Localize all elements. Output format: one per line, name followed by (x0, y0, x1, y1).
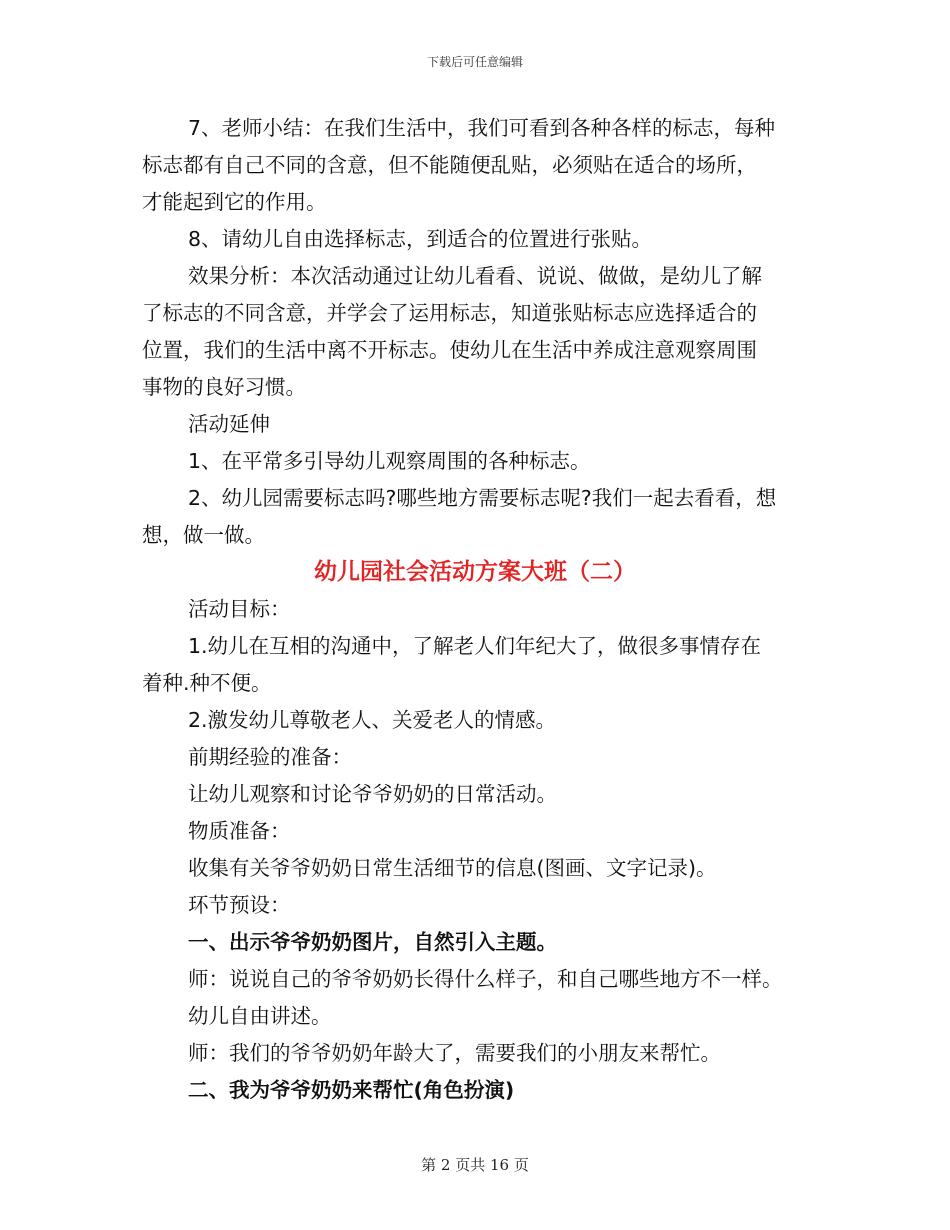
text-line: 位置，我们的生活中离不开标志。使幼儿在生活中养成注意观察周围 (142, 338, 757, 362)
heading-steps: 环节预设： (188, 893, 291, 917)
page-footer: 第 2 页共 16 页 (421, 1156, 529, 1174)
paragraph-goal-1-cont (142, 665, 808, 702)
heading-goals: 活动目标： (188, 597, 291, 621)
paragraph-kids: 幼儿自由讲述。 (188, 1004, 332, 1028)
paragraph-prep-experience: 让幼儿观察和讨论爷爷奶奶的日常活动。 (188, 782, 557, 806)
text-line: 2、幼儿园需要标志吗?哪些地方需要标志呢?我们一起去看看，想 (188, 486, 777, 510)
heading-prep-experience: 前期经验的准备： (188, 745, 352, 769)
text-line: 事物的良好习惯。 (142, 375, 306, 399)
paragraph-summary-cont (142, 147, 808, 221)
text-line: 着种.种不便。 (142, 671, 272, 695)
text-line: 想，做一做。 (142, 523, 265, 547)
paragraph-teacher-1: 师：说说自己的爷爷奶奶长得什么样子，和自己哪些地方不一样。 (188, 967, 783, 991)
paragraph-goal-2: 2.激发幼儿尊敬老人、关爱老人的情感。 (188, 708, 557, 732)
paragraph-extension-2-cont (142, 517, 808, 554)
paragraph-extension-2 (142, 480, 808, 517)
text-line: 7、老师小结：在我们生活中，我们可看到各种各样的标志，每种 (188, 116, 776, 140)
paragraph-effect-cont (142, 295, 808, 406)
paragraph-effect (142, 258, 808, 295)
text-line: 标志都有自己不同的含意，但不能随便乱贴，必须贴在适合的场所， (142, 153, 757, 177)
document-body (142, 110, 808, 1109)
heading-extension: 活动延伸 (188, 412, 270, 436)
page-header: 下载后可任意编辑 (426, 55, 523, 69)
paragraph-prep-materials: 收集有关爷爷奶奶日常生活细节的信息(图画、文字记录)。 (188, 856, 717, 880)
paragraph-step-8: 8、请幼儿自由选择标志，到适合的位置进行张贴。 (188, 227, 653, 251)
heading-step-2: 二、我为爷爷奶奶来帮忙(角色扮演) (188, 1078, 515, 1102)
section-title: 幼儿园社会活动方案大班（二） (314, 559, 636, 585)
text-line: 效果分析：本次活动通过让幼儿看看、说说、做做，是幼儿了解 (188, 264, 762, 288)
paragraph-teacher-2: 师：我们的爷爷奶奶年龄大了，需要我们的小朋友来帮忙。 (188, 1041, 721, 1065)
paragraph-summary (142, 110, 808, 147)
paragraph-goal-1 (142, 628, 808, 665)
text-line: 1.幼儿在互相的沟通中，了解老人们年纪大了，做很多事情存在 (188, 634, 762, 658)
text-line: 才能起到它的作用。 (142, 190, 327, 214)
paragraph-extension-1: 1、在平常多引导幼儿观察周围的各种标志。 (188, 449, 591, 473)
text-line: 了标志的不同含意，并学会了运用标志，知道张贴标志应选择适合的 (142, 301, 757, 325)
heading-prep-materials: 物质准备： (188, 819, 291, 843)
heading-step-1: 一、出示爷爷奶奶图片，自然引入主题。 (188, 930, 557, 954)
